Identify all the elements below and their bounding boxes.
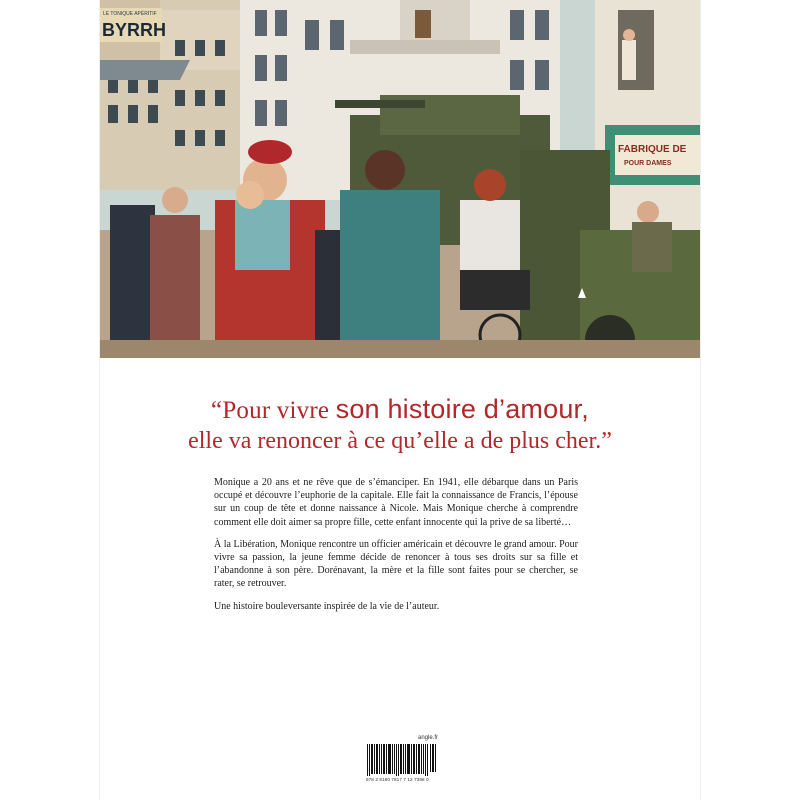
publisher-site: angle.fr: [417, 735, 438, 741]
tagline-open: “Pour vivre: [211, 397, 336, 424]
cover-illustration: [100, 0, 700, 358]
fabrique-sign-text: FABRIQUE DE: [618, 144, 687, 155]
tagline-line-1: [100, 394, 700, 425]
fabrique-sign-text-2: POUR DAMES: [624, 160, 672, 167]
tagline-line-2: elle va renoncer à ce qu’elle a de plus cher.”: [188, 428, 612, 454]
barcode-block: [366, 735, 438, 782]
tagline-emphasis: son histoire d’amour,: [335, 394, 589, 424]
byrrh-sign-text: BYRRH: [102, 20, 167, 40]
book-back-cover: [100, 0, 700, 800]
synopsis-paragraph-1: Monique a 20 ans et ne rêve que de s’émanciper. En 1941, elle débarque dans un Paris occupé et découvre l’euphorie de la capitale. Elle fait la connaissance de Francis, l’épouse sur un coup de tête et donne naissance à Nicole. Mais Monique cherche à comprendre comment elle doit aimer sa propre fille, cette enfant innocente qui la prive de sa liberté…: [214, 477, 578, 528]
synopsis: [214, 476, 578, 622]
barcode-icon: [366, 744, 438, 776]
synopsis-paragraph-3: Une histoire bouleversante inspirée de la vie de l’auteur.: [214, 600, 440, 612]
liberation-street-scene-illustration: [100, 0, 700, 358]
synopsis-paragraph-2: À la Libération, Monique rencontre un officier américain et découvre le grand amour. Pour vivre sa passion, la jeune femme décide de renoncer à tous ses droits sur sa fille et l’abandonne à son père. Dorénavant, la mère et la fille sont faites pour se chercher, se rater, se retrouver.: [214, 538, 578, 590]
isbn-number: 978 2 8180 7817 7 12 7398 0: [366, 777, 429, 782]
byrrh-small-text: LE TONIQUE APÉRITIF: [103, 11, 157, 17]
